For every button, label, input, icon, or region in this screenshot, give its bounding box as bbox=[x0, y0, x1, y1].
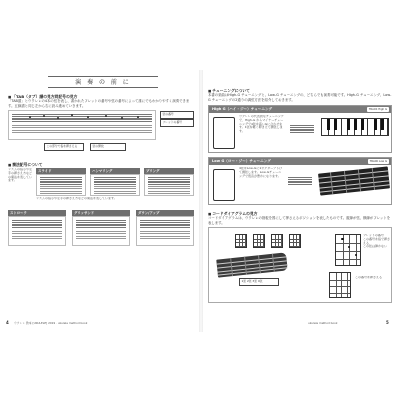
high-g-staff bbox=[287, 117, 317, 147]
section-body-tab: 「TAB譜」とウクレレの4本の弦を表し、書かれたフレットの番号や弦の番号によって誰にでもわかりやすく演奏できます。五線譜と同じ左から右に読み進めていきます。 bbox=[8, 99, 190, 108]
technique-label-1: スライド bbox=[36, 168, 86, 174]
chord-grid-4 bbox=[289, 234, 301, 248]
low-g-staff bbox=[285, 169, 315, 199]
technique-label-4: ストローク bbox=[8, 210, 66, 216]
section-heading-technique: ■ 奏法記号について bbox=[8, 162, 43, 168]
tab-example-staff bbox=[8, 110, 156, 140]
ukulele-neck-image bbox=[318, 166, 390, 195]
low-g-box bbox=[208, 157, 392, 205]
page-number-right: 5 bbox=[386, 320, 389, 325]
footer-right: ukulele method book bbox=[308, 321, 338, 325]
chord-diagram-box bbox=[208, 227, 392, 303]
section-heading-tab: ■ 「TAB（タブ）譜の見方同記号の見方 bbox=[8, 94, 77, 100]
ukulele-fingerboard-diagram bbox=[216, 252, 287, 277]
technique-label-6: ダウン/アップ bbox=[136, 210, 194, 216]
callout-string-number: 弦の番号 bbox=[160, 111, 194, 119]
technique-staff-5 bbox=[72, 216, 130, 246]
technique-staff-6 bbox=[136, 216, 194, 246]
chord-grid-1 bbox=[235, 234, 247, 248]
section-heading-tuning: ■ チューニングについて bbox=[208, 88, 250, 94]
gutter bbox=[199, 70, 203, 332]
technique-staff-4 bbox=[8, 216, 66, 246]
ukulele-head-icon-2 bbox=[213, 169, 235, 201]
footer-left: ウクレレ 教本 [UKULELE] 2019 · ukulele method book bbox=[14, 321, 88, 325]
chord-callout-press: この番号を押さえる bbox=[355, 276, 383, 279]
chord-callout-3: この弦は弾かない bbox=[363, 244, 388, 249]
callout-press: この部分で指を押さえる bbox=[44, 143, 84, 151]
technique-label-3: プリング bbox=[144, 168, 194, 174]
low-g-title: Low G（ロー・ジー）チューニング bbox=[212, 159, 271, 163]
technique-staff-1 bbox=[36, 174, 86, 196]
chord-grid-3 bbox=[271, 234, 283, 248]
page-number-left: 4 bbox=[6, 320, 9, 325]
right-page bbox=[204, 70, 396, 330]
left-page bbox=[4, 70, 198, 330]
chord-legend bbox=[363, 234, 391, 264]
high-g-track-tag: TRACK High G bbox=[368, 108, 387, 111]
technique-label-5: グリッサンド bbox=[72, 210, 130, 216]
technique-staff-2 bbox=[90, 174, 140, 196]
chord-grid-2 bbox=[253, 234, 265, 248]
ukulele-head-icon bbox=[213, 117, 235, 149]
high-g-box bbox=[208, 105, 392, 153]
low-g-body: 4弦をLow-Gに1オクターブ下げて調弦します。Low-Gチューニングで低音が豊かになります。 bbox=[239, 167, 282, 178]
section-body-tuning: 本書の楽曲はHigh-G チューニングと、Low-G チューニングの、どちらでも演奏可能です。High-G チューニング、Low-G チューニングの2通りの調弦方法を紹介しておきます。 bbox=[208, 93, 392, 102]
chord-grid-large bbox=[335, 234, 361, 266]
low-g-track-tag: TRACK Low G bbox=[369, 160, 387, 163]
high-g-keyboard bbox=[321, 118, 389, 136]
technique-label-2: ハンマリング bbox=[90, 168, 140, 174]
section-heading-chord: ■ コードダイアグラムの見方 bbox=[208, 211, 257, 217]
technique-desc-row1: リズムの指示や左手の押さえ方などの奏法を表しています。 bbox=[36, 197, 117, 200]
callout-open: 弦の開放 bbox=[90, 143, 126, 151]
technique-staff-3 bbox=[144, 174, 194, 196]
chord-callout-2: この番号を指で押さえる bbox=[363, 236, 391, 245]
section-body-technique: リズムの指示や左手の押さえ方などの奏法を表しています。 bbox=[8, 168, 33, 183]
high-g-bar bbox=[209, 106, 391, 113]
chord-grid-small bbox=[329, 272, 351, 298]
high-g-body: ウクレレの代表的なチューニングで、High-G からマイナーチューニングで4弦を高いGに合わせます。1弦を軽く押さえて調弦します。 bbox=[239, 115, 284, 134]
section-body-chord: コードダイアグラムは、ウクレレの指板を図にして押さえるポジションを表したものです。縦線が弦、横線がフレットを表します。 bbox=[208, 216, 391, 225]
low-g-bar bbox=[209, 158, 391, 165]
callout-fret-number: フレットの番号 bbox=[160, 119, 194, 127]
page-title: 演 奏 の 前 に bbox=[48, 76, 158, 88]
high-g-title: High G（ハイ・ジー）チューニング bbox=[212, 107, 273, 111]
chord-callout-strings: 1弦 2弦 3弦 4弦 bbox=[239, 278, 279, 286]
chord-callout-1: フレットの番号 bbox=[363, 234, 384, 237]
